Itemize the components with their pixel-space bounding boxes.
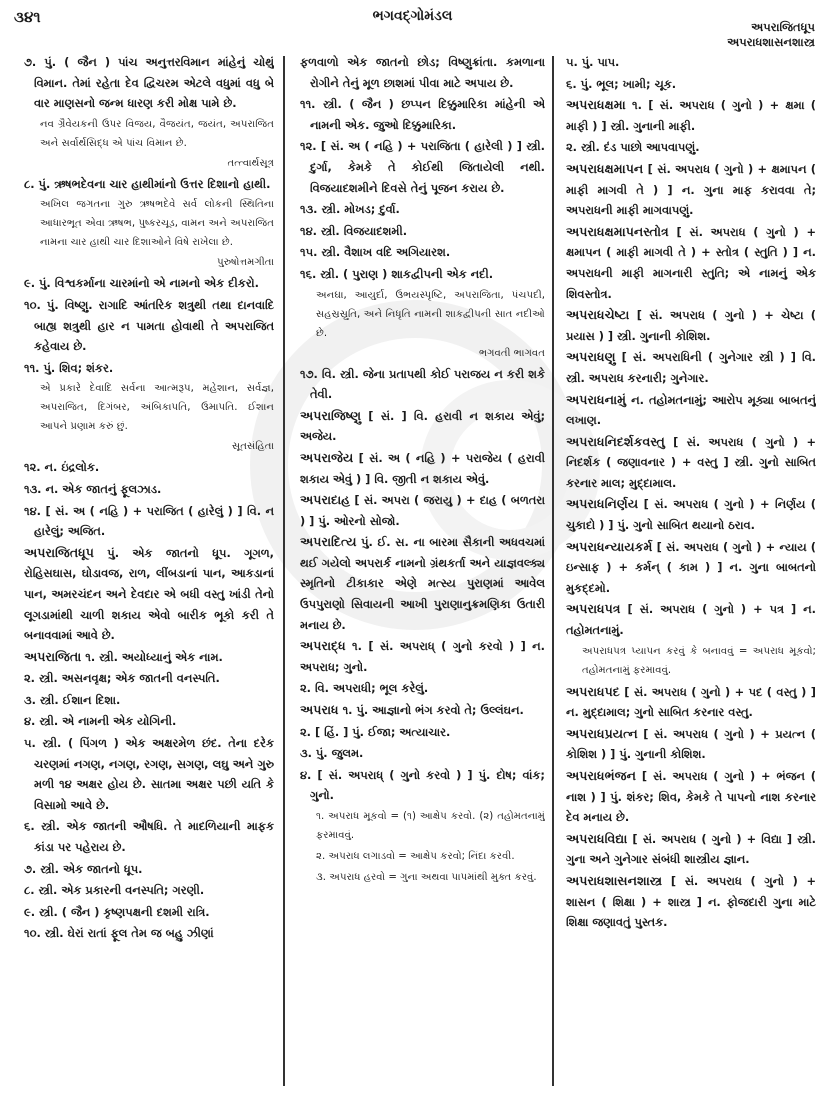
headword: અપરાધણુ	[566, 349, 616, 365]
sense-entry: ૩. સ્ત્રી. ઈશાન દિશા.	[24, 692, 121, 707]
dictionary-entry	[300, 532, 545, 635]
dictionary-entry	[566, 537, 816, 599]
column-3	[566, 52, 816, 1092]
headword: અપરાધવિદ્યા	[566, 830, 628, 846]
definition-text: [ સં. અપરાધ ( ગુનો ) + શાસન ( શિક્ષા ) + શાસ્ત્ર ] ન. ફોજદારી ગુના માટે શિક્ષા જણાવતું પુસ્તક.	[566, 873, 816, 930]
column-2	[300, 52, 545, 1092]
citation-source: તત્ત્વાર્થસૂત્ર	[227, 157, 274, 169]
book-title: ભગવદ્ગોમંડલ	[372, 8, 453, 24]
headword: અપરાજેય	[300, 449, 354, 465]
definition-text: [ સં. અપરાધ ( ગુનો ) + પ્રયત્ન ( કોશિશ ) ] પું. ગુનાની કોશિશ.	[566, 726, 816, 762]
sense-entry: ૯. પું. વિશ્વકર્માના ચારમાંનો એ નામનો એક દીકરો.	[24, 276, 259, 291]
dictionary-entry	[566, 432, 816, 494]
headword: અપરાદાહ	[300, 492, 351, 508]
definition-text: [ સં. અપરાધ ( ગુનો ) + ક્ષમાપન ( માફી માગવી તે ) + સ્તોત્ર ( સ્તુતિ ) ] ન. અપરાધની માફી માગનારી સ્તુતિ; એ નામનું એક શિવસ્તોત્ર.	[566, 224, 816, 301]
definition-text: [ સં. અપરાધિની ( ગુનેગાર સ્ત્રી ) ] વિ. સ્ત્રી. અપરાધ કરનારી; ગુનેગાર.	[566, 350, 816, 385]
citation-source: સૂતસંહિતા	[231, 441, 274, 453]
sense-entry: ૧૪. સ્ત્રી. વિજયાદશમી.	[300, 223, 408, 238]
sense-entry: ૧૧. સ્ત્રી. ( જૈન ) છપ્પન દિક્કુમારિકા માંહેની એ નામની એક. જુઓ દિક્કુમારિકા.	[300, 97, 545, 132]
definition-text: [ સં. અ ( નહિ ) + પરાજેય ( હરાવી શકાય એવું ) ] વિ. જીતી ન શકાય એવું.	[300, 450, 545, 486]
guide-word-first: અપરાજિતધૂપ	[751, 20, 815, 34]
sense-entry: ૨. સ્ત્રી. અસનવૃક્ષ; એક જાતની વનસ્પતિ.	[24, 671, 220, 686]
sense-entry: ૭. સ્ત્રી. એક જાતનો ધૂપ.	[24, 861, 143, 876]
sense-entry: ૩. પું. જુલમ.	[300, 746, 364, 761]
dictionary-entry	[566, 159, 816, 221]
definition-text: [ સં. અપરાધ ( ગુનો ) + ભંજન ( નાશ ) ] પું. શંકર; શિવ, કેમકે તે પાપનો નાશ કરનાર દેવ મનાય છે.	[566, 769, 816, 825]
definition-text: [ સં. અપરાધ ( ગુનો ) + નિર્ણય ( ચુકાદો ) ] પું. ગુનો સાબિત થયાનો ઠરાવ.	[566, 497, 816, 533]
headword: અપરાધક્ષમાપન	[566, 160, 644, 176]
headword: અપરાધક્ષમા	[566, 97, 626, 113]
sense-entry: ૭. પું. ( જૈન ) પાંચ અનુત્તરવિમાન માંહેનું ચોથું વિમાન. તેમાં રહેતા દેવ દ્વિચરમ એટલે વધુમાં વધુ બે વાર માણસનો જન્મ ધારણ કરી મોક્ષ પામે છે.	[24, 55, 274, 111]
page-number: ૩૪૧	[14, 8, 41, 26]
sense-entry: ૯. સ્ત્રી. ( જૈન ) કૃષ્ણપક્ષની દશમી રાત્રિ.	[24, 904, 210, 919]
definition-text: ૧. સ્ત્રી. અયોધ્યાનું એક નામ.	[81, 649, 223, 664]
headword: અપરાધચેષ્ટા	[566, 307, 630, 323]
definition-text: [ સં. અપરાધ ( ગુનો ) + પત્ર ] ન. તહોમતનામું.	[566, 602, 816, 638]
page-header	[0, 0, 825, 48]
dictionary-entry	[566, 347, 816, 388]
headword: અપરાધન્યાયકર્મ	[566, 538, 653, 554]
dictionary-entry	[300, 448, 545, 489]
headword: અપરાધક્ષમાપનસ્તોત્ર	[566, 223, 669, 239]
headword: અપરાદ્ધ	[300, 638, 346, 654]
headword: અપરાધનામું	[566, 391, 626, 407]
dictionary-entry	[566, 829, 816, 870]
citation-quote: અપરાધપત્ર પ્યાપન કરવું કે બનાવવું = અપરાધ મૂકવો; તહોમતનામું ફરમાવવું.	[582, 645, 816, 676]
dictionary-entry	[566, 222, 816, 304]
definition-text: ન. તહોમતનામું; આરોપ મૂક્યા બાબતનું લખાણ.	[566, 392, 816, 428]
headword: અપરાધનિદર્શકવસ્તુ	[566, 433, 665, 449]
citation-quote: અનઘા, આયુર્દા, ઉભયસ્પૃષ્ટિ, અપરાજિતા, પંચપદી, સહસ્રસ્રુતિ, અને નિધૃતિ નામની શાકદ્વીપની સાત નદીઓ છે.	[316, 289, 545, 339]
citation-quote: ૩. અપરાધ હરવો = ગુના અથવા પાપમાંથી મુક્ત કરવું.	[316, 872, 537, 883]
definition-text: [ સં. અપરાધ ( ગુનો ) + ન્યાય ( ઇન્સાફ ) + કર્મન્ ( કામ ) ] ન. ગુના બાબતનો મુકદ્દમો.	[566, 539, 816, 595]
dictionary-entry	[566, 766, 816, 828]
sense-entry: ૧૫. સ્ત્રી. વૈશાખ વદિ અગિયારશ.	[300, 245, 451, 260]
sense-entry: ૬. સ્ત્રી. એક જાતની ઔષધિ. તે માદળિયાની માફક કાંડા પર પહેરાય છે.	[24, 819, 274, 855]
dictionary-entry	[566, 494, 816, 535]
citation-quote: ૨. અપરાધ લગાડવો = આક્ષેપ કરવો; નિંદા કરવી.	[316, 851, 515, 862]
definition-text: [ સં. ] વિ. હરાવી ન શકાય એવું; અજેય.	[300, 408, 545, 444]
definition-text: ૧. [ સં. અપરાધ્ ( ગુનો કરવો ) ] ન. અપરાધ; ગુનો.	[300, 639, 545, 674]
dictionary-entry	[566, 95, 816, 136]
dictionary-entry	[300, 700, 545, 721]
definition-text: [ સં. અપરાધ ( ગુનો ) + ચેષ્ટા ( પ્રયાસ ) ] સ્ત્રી. ગુનાની કોશિશ.	[566, 308, 816, 343]
sense-entry: ૧૧. પું. શિવ; શંકર.	[24, 360, 114, 375]
sense-entry: ૧૪. [ સં. અ ( નહિ ) + પરાજિત ( હારેલું ) ] વિ. ન હારેલું; અજિત.	[24, 503, 274, 539]
dictionary-entry	[300, 406, 545, 447]
headword: અપરાધપદ	[566, 683, 620, 699]
definition-text: પું. એક જાતનો ધૂપ. ગૂગળ, રોહિસઘાસ, ઘોડાવજ, રાળ, લીંબડાનાં પાન, આકડાનાં પાન, અમરચંદન અને દેવદાર એ બધી વસ્તુ ખાંડી તેનો લૂગડામાંથી ચાળી શકાય એવો બારીક ભૂકો કરી તે બનાવવામાં આવે છે.	[24, 545, 274, 643]
citation-source: પુરુષોત્તમગીતા	[217, 257, 274, 269]
dictionary-entry	[24, 647, 274, 668]
citation-quote: અખિલ જગતના ગુરુ ઋષભદેવે સર્વ લોકની સ્થિતિના આધારભૂત એવા ઋષભ, પુષ્કરચૂડ, વામન અને અપરાજિત નામના ચાર હાથી ચાર દિશાઓને વિષે રાખેલા છે.	[40, 199, 274, 249]
sense-entry: ૧૬. સ્ત્રી. ( પુરાણ ) શાકદ્વીપની એક નદી.	[300, 266, 494, 281]
dictionary-entry	[24, 543, 274, 646]
sense-entry: ૧૩. સ્ત્રી. મોખડ; દુર્વા.	[300, 202, 400, 217]
dictionary-entry	[300, 490, 545, 531]
definition-text: ૧. [ સં. અપરાધ ( ગુનો ) + ક્ષમા ( માફી ) ] સ્ત્રી. ગુનાની માફી.	[566, 98, 816, 133]
dictionary-entry	[566, 871, 816, 933]
headword: અપરાજિતા	[24, 648, 82, 664]
guide-word-last: અપરાધશાસનશાસ્ત્ર	[727, 35, 815, 49]
column-1	[24, 52, 274, 1092]
definition-text: [ સં. અપરાધ ( ગુનો ) + નિદર્શક ( જણાવનાર ) + વસ્તુ ] સ્ત્રી. ગુનો સાબિત કરનાર માલ; મુદ્દામાલ.	[566, 434, 816, 490]
dictionary-entry	[566, 305, 816, 346]
citation-quote: એ પ્રકારે દેવાદિ સર્વના આત્મરૂપ, મહેશાન, સર્વજ્ઞ, અપરાજિત, દિગંબર, અંબિકાપતિ, ઉમાપતિ. ઈશાન આપને પ્રણામ કરું છું.	[40, 383, 274, 433]
definition-text: ૧. પું. આજ્ઞાનો ભંગ કરવો તે; ઉલ્લંઘન.	[338, 703, 524, 718]
headword: અપરાદિત્ય	[300, 534, 357, 550]
headword: અપરાધપત્ર	[566, 601, 621, 617]
sense-entry: ૫. પું. પાપ.	[566, 55, 620, 69]
headword: અપરાધભંજન	[566, 768, 636, 783]
definition-text: [ સં. અપરાધ ( ગુનો ) + વિદ્યા ] સ્ત્રી. ગુના અને ગુનેગાર સંબંધી શાસ્ત્રીય જ્ઞાન.	[566, 831, 816, 867]
definition-text: [ સં. અપરાધ ( ગુનો ) + ક્ષમાપન ( માફી માગવી તે ) ] ન. ગુના માફ કરાવવા તે; અપરાધની માફી માગવાપણું.	[566, 161, 816, 218]
sense-entry: ૧૩. ન. એક જાતનું ફૂલઝાડ.	[24, 481, 162, 496]
sense-entry: ૧૦. પું. વિષ્ણુ. રાગાદિ આંતરિક શત્રુથી તથા દાનવાદિ બાહ્ય શત્રુથી હાર ન પામતા હોવાથી તે અપરાજિત કહેવાય છે.	[24, 297, 274, 354]
definition-text: પું. ઈ. સ. ના બારમા સૈકાની અધવચમાં થઈ ગયેલો અપરાર્ક નામનો ગ્રંથકર્તા અને યાજ્ઞવલ્ક્ય સ્મૃતિનો ટીકાકાર એણે મત્સ્ય પુરાણમાં આવેલ ઉપપુરાણો સિવાયની આખી પુરાણાનુક્રમણિકા ઉતારી મનાય છે.	[300, 535, 545, 632]
sense-entry: ૧૨. [ સં. અ ( નહિ ) + પરાજિતા ( હારેલી ) ] સ્ત્રી. દુર્ગા, કેમકે તે કોઈથી જિતાયેલી નથી. વિજયાદશમીને દિવસે તેનું પૂજન કરાય છે.	[300, 139, 545, 195]
definition-text: [ સં. અપરાધ ( ગુનો ) + પદ ( વસ્તુ ) ] ન. મુદ્દામાલ; ગુનો સાબિત કરનાર વસ્તુ.	[566, 684, 816, 720]
headword: અપરાજિતધૂપ	[24, 544, 94, 560]
sense-entry: ૨. સ્ત્રી. દંડ પાછો આપવાપણું.	[566, 140, 700, 155]
sense-entry: ૧૨. ન. ઇંદ્રલોક.	[24, 460, 100, 475]
sense-entry: ૧૦. સ્ત્રી. ઘેરાં રાતાં ફૂલ તેમ જ બહુ ઝીણાં	[24, 926, 214, 941]
sense-entry: ૧૭. વિ. સ્ત્રી. જેના પ્રતાપથી કોઈ પરાજય ન કરી શકે તેવી.	[300, 366, 545, 402]
headword: અપરાધ	[300, 702, 339, 718]
dictionary-entry	[300, 636, 545, 677]
sense-entry: ૪. સ્ત્રી. એ નામની એક યોગિની.	[24, 714, 177, 729]
sense-entry: ૫. સ્ત્રી. ( પિંગળ ) એક અક્ષરમેળ છંદ. તેના દરેક ચરણમાં નગણ, નગણ, રગણ, સગણ, લઘુ અને ગુરુ મળી ૧૪ અક્ષર હોય છે. સાતમા અક્ષર પછી યતિ કે વિસામો આવે છે.	[24, 736, 274, 812]
headword: અપરાધશાસનશાસ્ત્ર	[566, 872, 663, 888]
sense-entry: ૪. [ સં. અપરાધ્ ( ગુનો કરવો ) ] પું. દોષ; વાંક; ગુનો.	[300, 767, 545, 803]
dictionary-entry	[566, 724, 816, 765]
sense-entry: ૮. સ્ત્રી. એક પ્રકારની વનસ્પતિ; ગરણી.	[24, 883, 205, 898]
sense-entry: ૨. [ હિં. ] પું. ઈજા; અત્યાચાર.	[300, 724, 451, 739]
sense-entry: ૨. વિ. અપરાધી; ભૂલ કરેલું.	[300, 681, 429, 696]
dictionary-entry	[566, 599, 816, 640]
sense-entry: ૬. પું. ભૂલ; ખામી; ચૂક.	[566, 76, 677, 91]
dictionary-columns	[0, 52, 825, 1092]
definition-text: [ સં. અપરા ( જરાયુ ) + દાહ ( બળતરા ) ] પું. ઓરનો સોજો.	[300, 493, 545, 528]
headword: અપરાધપ્રયત્ન	[566, 725, 638, 741]
dictionary-entry	[566, 390, 816, 431]
sense-entry: ૮. પું. ઋષભદેવના ચાર હાથીમાંનો ઉત્તર દિશાનો હાથી.	[24, 176, 271, 191]
citation-quote: નવ ગ્રૈવેયકની ઉપર વિજય, વૈજયંત, જયંત, અપરાજિત અને સર્વાર્થસિદ્ધ એ પાંચ વિમાન છે.	[40, 118, 274, 149]
sense-entry: ફળવાળો એક જાતનો છોડ; વિષ્ણુક્રાંતા. કમળાના રોગીને તેનું મૂળ છાશમાં પીવા માટે અપાય છે.	[300, 55, 545, 90]
citation-quote: ૧. અપરાધ મૂકવો = (૧) આક્ષેપ કરવો. (૨) તહોમતનામું ફરમાવવું.	[316, 811, 545, 841]
citation-source: ભગવતી ભાગવત	[478, 347, 545, 359]
headword: અપરાજિષ્ણુ	[300, 407, 362, 423]
headword: અપરાધનિર્ણય	[566, 496, 639, 512]
dictionary-entry	[566, 682, 816, 723]
guide-words	[727, 20, 815, 50]
